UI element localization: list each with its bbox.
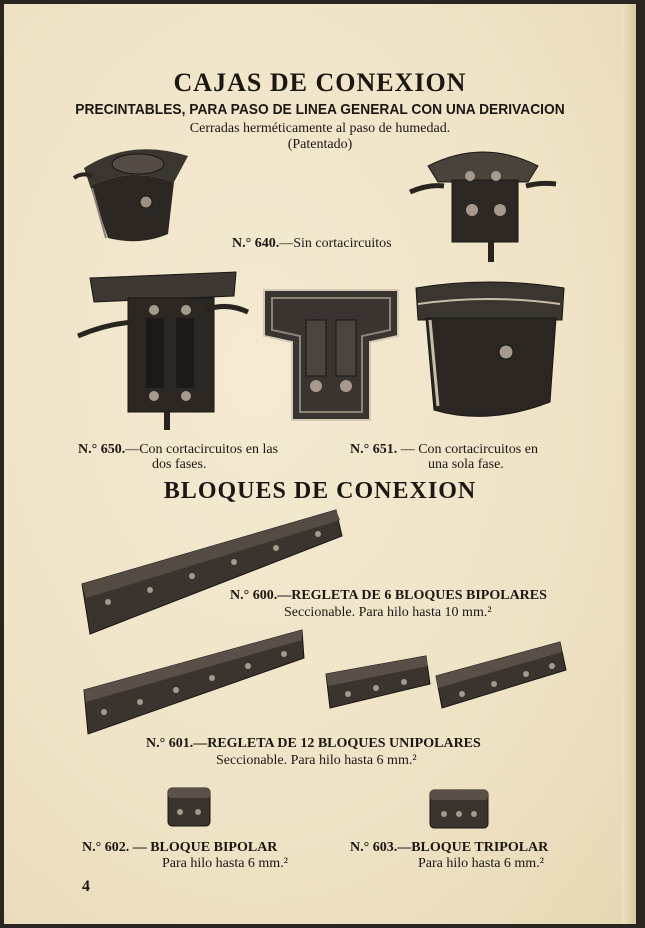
code-601: N.° 601. [146,736,194,751]
code-602: N.° 602. [82,840,130,855]
detail-600: Seccionable. Para hilo hasta 10 mm.² [284,605,492,620]
strip-601-section-a-image [322,644,434,712]
block-602-image [164,780,214,830]
desc-650-line1: —Con cortacircuitos en las [125,442,279,457]
page-number: 4 [82,878,90,895]
name-602: — BLOQUE BIPOLAR [129,840,278,855]
caption-650 [78,442,278,472]
name-601: —REGLETA DE 12 BLOQUES UNIPOLARES [193,736,481,751]
code-650: N.° 650. [78,442,126,457]
desc-640: —Sin cortacircuitos [279,236,392,251]
code-603: N.° 603. [350,840,398,855]
block-603-image [426,780,492,832]
sealed-note: Cerradas herméticamente al paso de humedad. [189,121,451,136]
section-title-bloques: BLOQUES DE CONEXION [163,478,477,504]
caption-600-line1 [230,588,547,603]
detail-601: Seccionable. Para hilo hasta 6 mm.² [216,753,417,768]
box-640-open-image [408,140,558,264]
caption-640 [232,236,392,251]
code-651: N.° 651. [350,442,398,457]
name-603: —BLOQUE TRIPOLAR [397,840,549,855]
section-title-cajas: CAJAS DE CONEXION [173,68,467,97]
caption-602-line1 [82,840,277,855]
caption-651 [350,442,538,472]
desc-651-line1: — Con cortacircuitos en [397,442,538,457]
code-640: N.° 640. [232,236,280,251]
catalog-page [4,4,636,924]
box-650-open-image [76,262,252,432]
caption-603-line1 [350,840,548,855]
desc-650-line2: dos fases. [152,457,207,472]
box-640-closed-image [70,138,198,248]
box-651-closed-image [408,274,570,432]
detail-603: Para hilo hasta 6 mm.² [418,856,544,871]
desc-651-line2: una sola fase. [428,457,504,472]
lid-with-fuses-image [260,286,402,424]
section-subtitle: PRECINTABLES, PARA PASO DE LINEA GENERAL CON UNA DERIVACION [75,101,565,118]
strip-601-image [80,624,310,738]
strip-601-section-b-image [432,636,570,712]
patent-note: (Patentado) [287,137,353,152]
name-600: —REGLETA DE 6 BLOQUES BIPOLARES [277,588,547,603]
detail-602: Para hilo hasta 6 mm.² [162,856,288,871]
code-600: N.° 600. [230,588,278,603]
caption-601-line1 [146,736,481,751]
